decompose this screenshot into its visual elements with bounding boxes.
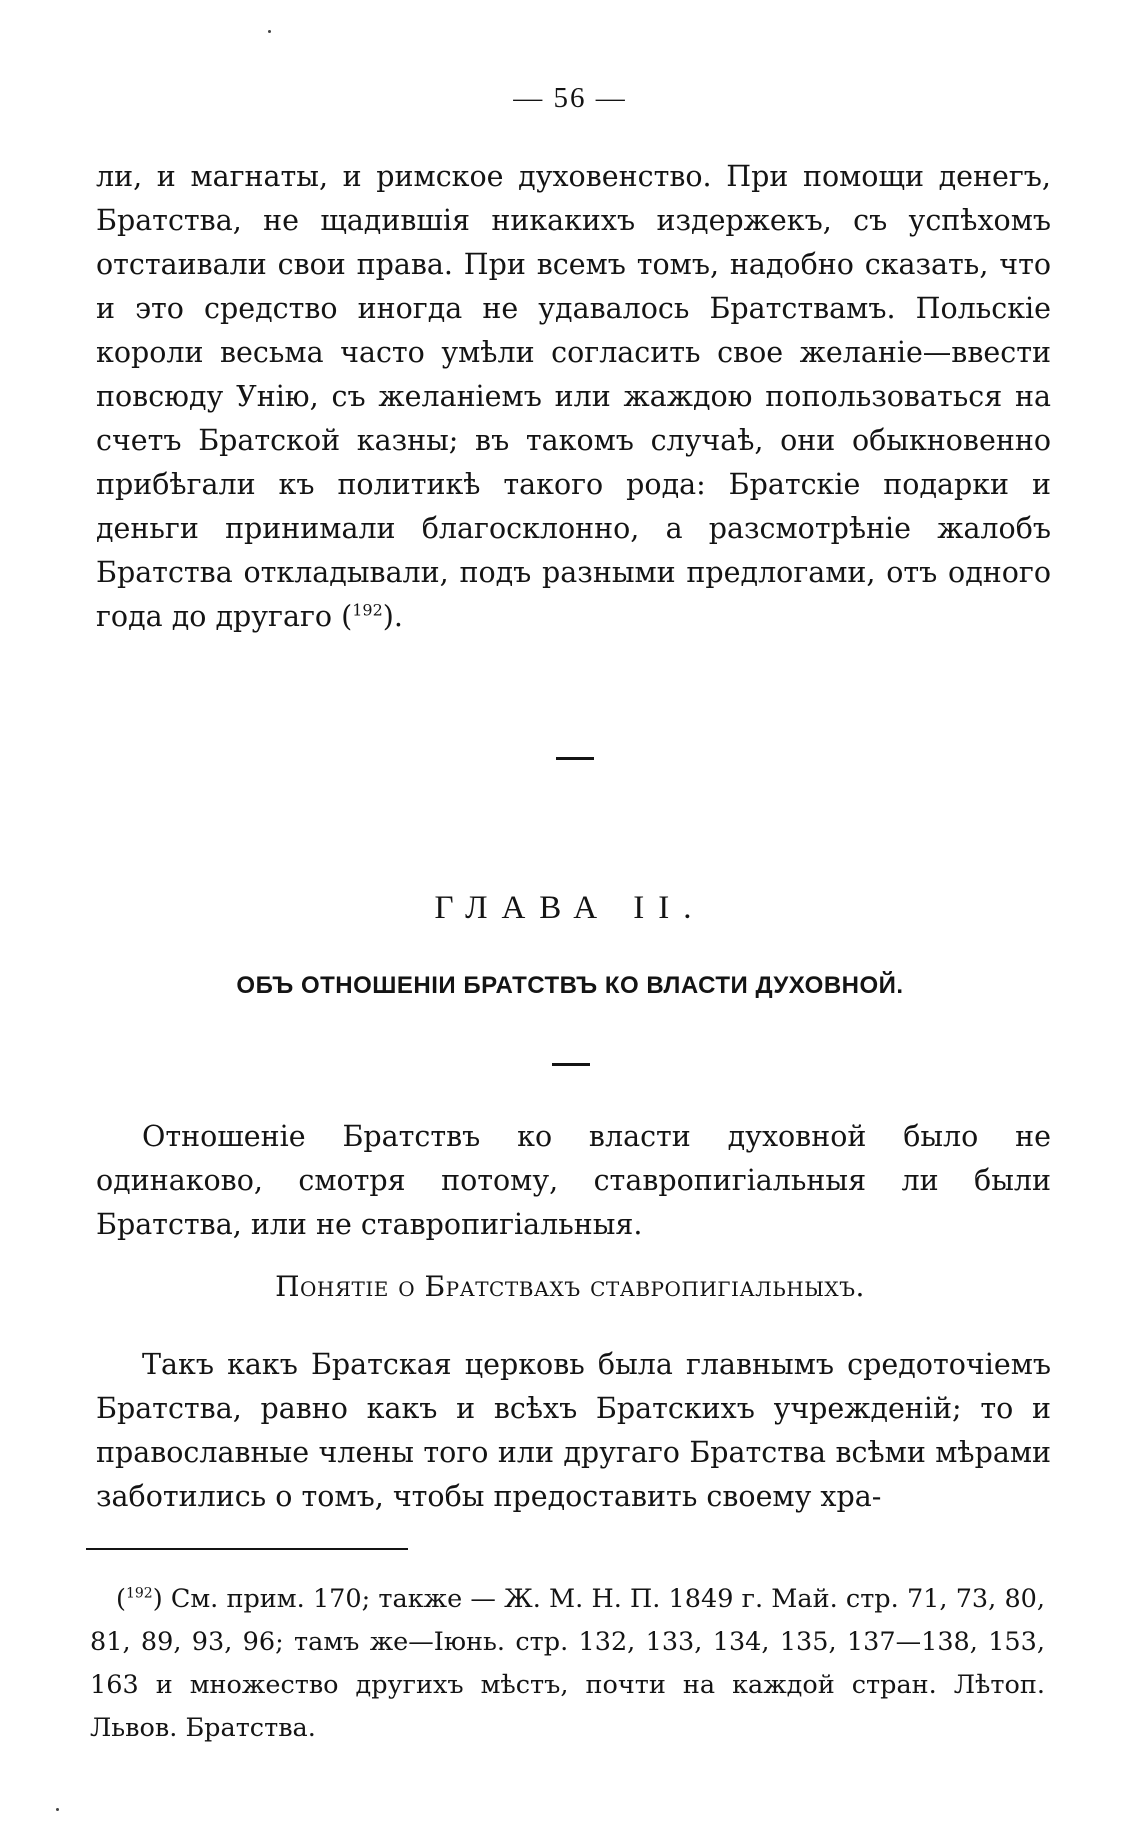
- paragraph-stavropegial-text: Такъ какъ Братская церковь была главнымъ средоточіемъ Братства, равно какъ и всѣхъ Братскихъ учрежденій; то и православные члены того или другаго Братства всѣми мѣрами заботились о томъ, чтобы предоставить своему хра-: [96, 1348, 1051, 1513]
- paper-speck: [268, 30, 271, 33]
- footnote-reference: [341, 600, 403, 633]
- footnote-ref-number: 192: [352, 600, 383, 620]
- footnote-open: (: [116, 1584, 126, 1614]
- footnote-ref-close: ).: [382, 600, 403, 633]
- paragraph-intro-text: Отношеніе Братствъ ко власти духовной было не одинаково, смотря потому, ставропигіальныя ли были Братства, или не ставропигіальныя.: [96, 1120, 1051, 1241]
- paragraph-opening: [96, 155, 1051, 639]
- paragraph-intro: [96, 1115, 1051, 1247]
- footnote-ref-open: (: [341, 600, 353, 633]
- footnote: [90, 1578, 1045, 1750]
- paragraph-stavropegial: [96, 1343, 1051, 1519]
- footnote-text: См. прим. 170; также — Ж. М. Н. П. 1849 г. Май. стр. 71, 73, 80, 81, 89, 93, 96; тамъ же—Іюнь. стр. 132, 133, 134, 135, 137—138, 153, 163 и множество другихъ мѣстъ, почти на каждой стран. Лѣтоп. Львов. Братства.: [90, 1584, 1045, 1743]
- paper-speck: [56, 1808, 59, 1811]
- footnote-rule: [86, 1548, 408, 1550]
- paragraph-opening-text: [96, 155, 1051, 639]
- chapter-title: ГЛАВА II.: [434, 890, 706, 926]
- footnote-marker: 192: [125, 1585, 153, 1602]
- paragraph-opening-body: ли, и магнаты, и римское духовенство. При помощи денегъ, Братства, не щадившія никакихъ издержекъ, съ успѣхомъ отстаивали свои права. При всемъ томъ, надобно сказать, что и это средство иногда не удавалось Братствамъ. Польскіе короли весьма часто умѣли согласить свое желаніе—ввести повсюду Унію, съ желаніемъ или жаждою попользоваться на счетъ Братской казны; въ такомъ случаѣ, они обыкновенно прибѣгали къ политикѣ такого рода: Братскіе подарки и деньги принимали благосклонно, а разсмотрѣніе жалобъ Братства откладывали, подъ разными предлогами, отъ одного года до другаго: [96, 160, 1051, 633]
- section-heading: Понятіе о Братствахъ ставропигіальныхъ.: [275, 1270, 865, 1303]
- subtitle-rule: [552, 1063, 590, 1066]
- separator-rule: [556, 757, 594, 760]
- page-number: — 56 —: [513, 82, 627, 114]
- chapter-subtitle: ОБЪ ОТНОШЕНІИ БРАТСТВЪ КО ВЛАСТИ ДУХОВНОЙ.: [236, 972, 904, 999]
- footnote-close: ): [152, 1584, 163, 1614]
